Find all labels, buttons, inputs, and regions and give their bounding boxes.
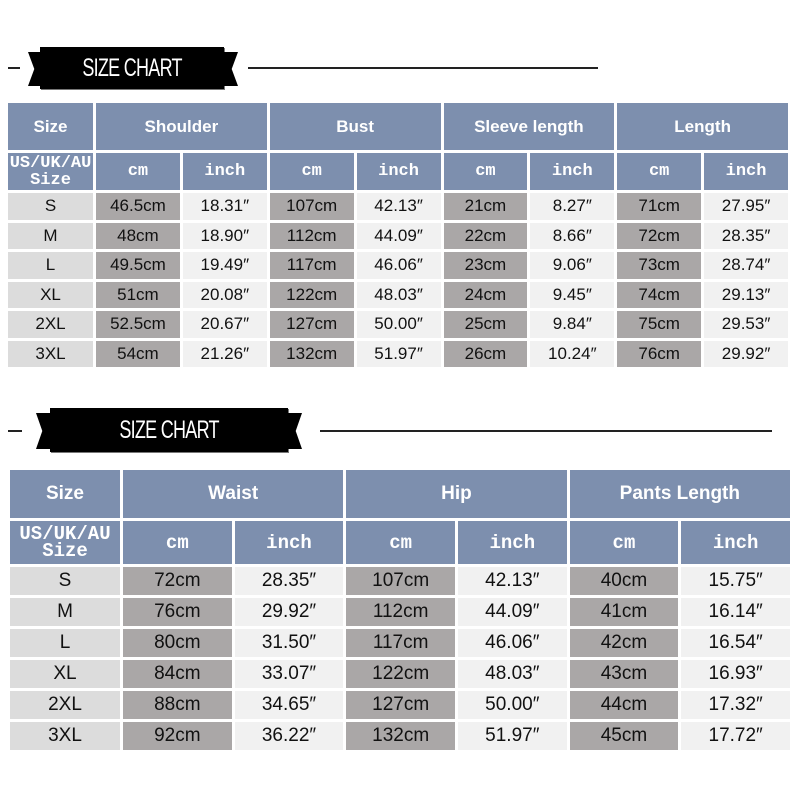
unit-inch-header: inch <box>530 153 614 190</box>
unit-inch-header: inch <box>681 521 790 564</box>
column-group-header: Length <box>617 103 788 150</box>
cm-value-cell: 76cm <box>617 341 701 368</box>
cm-value-cell: 48cm <box>96 223 180 250</box>
cm-value-cell: 46.5cm <box>96 193 180 220</box>
size-cell: 2XL <box>8 311 93 338</box>
cm-value-cell: 49.5cm <box>96 252 180 279</box>
cm-value-cell: 84cm <box>123 660 232 688</box>
cm-value-cell: 76cm <box>123 598 232 626</box>
size-cell: L <box>8 252 93 279</box>
ribbon-right <box>288 413 302 449</box>
table-row <box>10 691 790 719</box>
size-cell: XL <box>10 660 120 688</box>
table-row <box>8 223 788 250</box>
unit-cm-header: cm <box>96 153 180 190</box>
ribbon-right <box>224 52 238 86</box>
cm-value-cell: 92cm <box>123 722 232 750</box>
unit-row <box>10 521 790 564</box>
inch-value-cell: 10.24″ <box>530 341 614 368</box>
table-row <box>8 311 788 338</box>
divider-line <box>248 67 598 69</box>
size-cell: 2XL <box>10 691 120 719</box>
column-group-header: Pants Length <box>570 470 790 518</box>
inch-value-cell: 28.74″ <box>704 252 788 279</box>
header-row <box>8 103 788 150</box>
cm-value-cell: 21cm <box>444 193 528 220</box>
size-region-header: US/UK/AU Size <box>9 153 92 190</box>
cm-value-cell: 112cm <box>270 223 354 250</box>
header-row <box>10 470 790 518</box>
size-header: Size <box>8 103 93 150</box>
table-row <box>10 629 790 657</box>
column-group-header: Bust <box>270 103 441 150</box>
cm-value-cell: 71cm <box>617 193 701 220</box>
unit-cm-header: cm <box>617 153 701 190</box>
inch-value-cell: 34.65″ <box>235 691 344 719</box>
inch-value-cell: 48.03″ <box>458 660 567 688</box>
table-row <box>8 341 788 368</box>
ribbon-left <box>36 413 50 449</box>
inch-value-cell: 44.09″ <box>458 598 567 626</box>
inch-value-cell: 46.06″ <box>357 252 441 279</box>
inch-value-cell: 16.14″ <box>681 598 790 626</box>
cm-value-cell: 88cm <box>123 691 232 719</box>
size-cell: S <box>10 567 120 595</box>
banner-box <box>40 47 224 89</box>
unit-inch-header: inch <box>235 521 344 564</box>
unit-cm-header: cm <box>123 521 232 564</box>
divider-line <box>8 67 20 69</box>
cm-value-cell: 23cm <box>444 252 528 279</box>
cm-value-cell: 43cm <box>570 660 679 688</box>
cm-value-cell: 22cm <box>444 223 528 250</box>
cm-value-cell: 72cm <box>123 567 232 595</box>
inch-value-cell: 17.32″ <box>681 691 790 719</box>
banner-title: SIZE CHART <box>82 53 182 82</box>
column-group-header: Hip <box>346 470 566 518</box>
cm-value-cell: 26cm <box>444 341 528 368</box>
cm-value-cell: 25cm <box>444 311 528 338</box>
size-cell: 3XL <box>8 341 93 368</box>
inch-value-cell: 51.97″ <box>357 341 441 368</box>
inch-value-cell: 29.13″ <box>704 282 788 309</box>
divider-line <box>320 430 772 432</box>
cm-value-cell: 117cm <box>270 252 354 279</box>
inch-value-cell: 46.06″ <box>458 629 567 657</box>
inch-value-cell: 21.26″ <box>183 341 267 368</box>
cm-value-cell: 107cm <box>346 567 455 595</box>
cm-value-cell: 40cm <box>570 567 679 595</box>
table-row <box>10 567 790 595</box>
cm-value-cell: 54cm <box>96 341 180 368</box>
inch-value-cell: 48.03″ <box>357 282 441 309</box>
unit-inch-header: inch <box>704 153 788 190</box>
inch-value-cell: 15.75″ <box>681 567 790 595</box>
size-cell: 3XL <box>10 722 120 750</box>
inch-value-cell: 42.13″ <box>357 193 441 220</box>
size-chart-banner <box>28 47 238 89</box>
cm-value-cell: 122cm <box>346 660 455 688</box>
top-size-table <box>5 100 791 370</box>
unit-inch-header: inch <box>458 521 567 564</box>
cm-value-cell: 74cm <box>617 282 701 309</box>
size-header: Size <box>10 470 120 518</box>
inch-value-cell: 29.92″ <box>235 598 344 626</box>
inch-value-cell: 20.67″ <box>183 311 267 338</box>
inch-value-cell: 18.31″ <box>183 193 267 220</box>
inch-value-cell: 33.07″ <box>235 660 344 688</box>
inch-value-cell: 8.27″ <box>530 193 614 220</box>
cm-value-cell: 44cm <box>570 691 679 719</box>
inch-value-cell: 17.72″ <box>681 722 790 750</box>
inch-value-cell: 18.90″ <box>183 223 267 250</box>
size-cell: L <box>10 629 120 657</box>
cm-value-cell: 45cm <box>570 722 679 750</box>
column-group-header: Sleeve length <box>444 103 615 150</box>
cm-value-cell: 127cm <box>270 311 354 338</box>
cm-value-cell: 72cm <box>617 223 701 250</box>
unit-cm-header: cm <box>270 153 354 190</box>
banner-title: SIZE CHART <box>119 415 219 444</box>
unit-inch-header: inch <box>357 153 441 190</box>
inch-value-cell: 36.22″ <box>235 722 344 750</box>
size-cell: M <box>10 598 120 626</box>
inch-value-cell: 42.13″ <box>458 567 567 595</box>
cm-value-cell: 75cm <box>617 311 701 338</box>
table-row <box>8 282 788 309</box>
inch-value-cell: 28.35″ <box>704 223 788 250</box>
inch-value-cell: 20.08″ <box>183 282 267 309</box>
banner-box <box>50 408 288 452</box>
cm-value-cell: 107cm <box>270 193 354 220</box>
inch-value-cell: 28.35″ <box>235 567 344 595</box>
table-row <box>10 660 790 688</box>
column-group-header: Shoulder <box>96 103 267 150</box>
inch-value-cell: 8.66″ <box>530 223 614 250</box>
size-cell: M <box>8 223 93 250</box>
inch-value-cell: 29.53″ <box>704 311 788 338</box>
inch-value-cell: 29.92″ <box>704 341 788 368</box>
size-cell: S <box>8 193 93 220</box>
cm-value-cell: 112cm <box>346 598 455 626</box>
inch-value-cell: 9.06″ <box>530 252 614 279</box>
size-chart-banner <box>36 408 306 452</box>
cm-value-cell: 117cm <box>346 629 455 657</box>
inch-value-cell: 44.09″ <box>357 223 441 250</box>
table-row <box>8 252 788 279</box>
inch-value-cell: 16.93″ <box>681 660 790 688</box>
cm-value-cell: 73cm <box>617 252 701 279</box>
inch-value-cell: 50.00″ <box>357 311 441 338</box>
cm-value-cell: 24cm <box>444 282 528 309</box>
size-cell: XL <box>8 282 93 309</box>
size-region-header: US/UK/AU Size <box>10 521 120 564</box>
bottom-size-table <box>7 467 793 753</box>
divider-line <box>8 430 22 432</box>
inch-value-cell: 27.95″ <box>704 193 788 220</box>
inch-value-cell: 31.50″ <box>235 629 344 657</box>
cm-value-cell: 80cm <box>123 629 232 657</box>
table-row <box>8 193 788 220</box>
cm-value-cell: 41cm <box>570 598 679 626</box>
cm-value-cell: 127cm <box>346 691 455 719</box>
table-row <box>10 722 790 750</box>
unit-row <box>8 153 788 190</box>
cm-value-cell: 132cm <box>346 722 455 750</box>
inch-value-cell: 51.97″ <box>458 722 567 750</box>
cm-value-cell: 51cm <box>96 282 180 309</box>
inch-value-cell: 9.45″ <box>530 282 614 309</box>
unit-inch-header: inch <box>183 153 267 190</box>
unit-cm-header: cm <box>346 521 455 564</box>
cm-value-cell: 52.5cm <box>96 311 180 338</box>
inch-value-cell: 19.49″ <box>183 252 267 279</box>
inch-value-cell: 16.54″ <box>681 629 790 657</box>
table-row <box>10 598 790 626</box>
inch-value-cell: 9.84″ <box>530 311 614 338</box>
cm-value-cell: 42cm <box>570 629 679 657</box>
inch-value-cell: 50.00″ <box>458 691 567 719</box>
cm-value-cell: 132cm <box>270 341 354 368</box>
unit-cm-header: cm <box>570 521 679 564</box>
column-group-header: Waist <box>123 470 343 518</box>
unit-cm-header: cm <box>444 153 528 190</box>
cm-value-cell: 122cm <box>270 282 354 309</box>
